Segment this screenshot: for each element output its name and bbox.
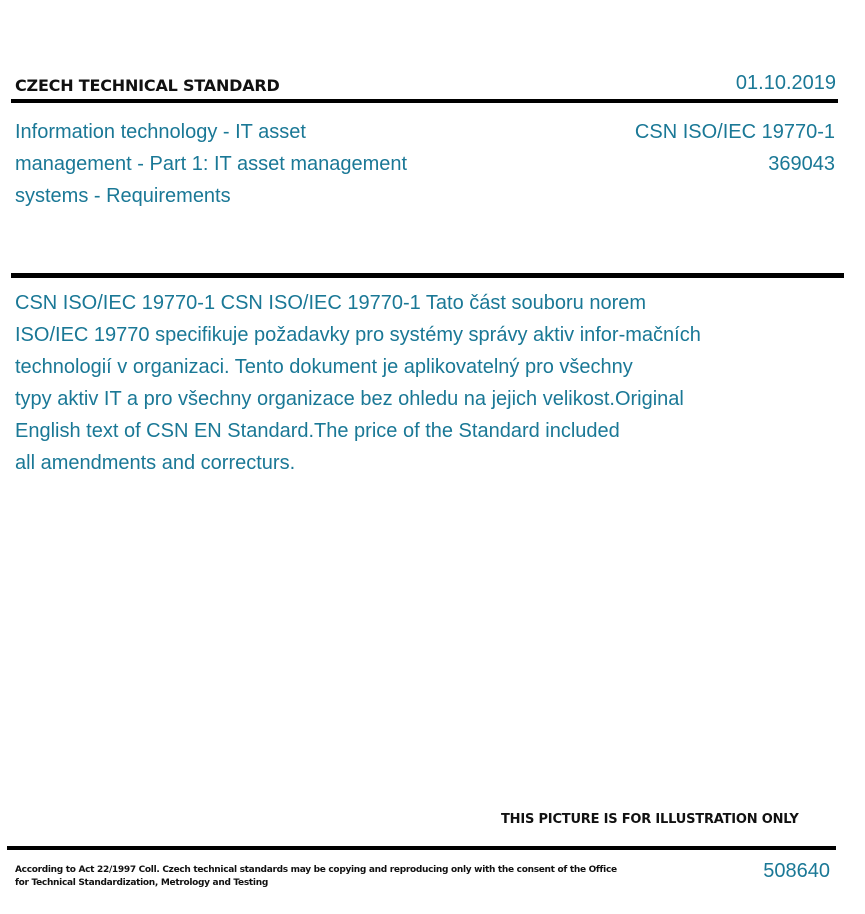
- standard-description: [15, 287, 775, 479]
- document-header-title: CZECH TECHNICAL STANDARD: [15, 76, 280, 95]
- legal-line: for Technical Standardization, Metrology and Testing: [15, 878, 268, 888]
- standard-title-line: systems - Requirements: [15, 185, 231, 207]
- description-line: technologií v organizaci. Tento dokument je aplikovatelný pro všechny: [15, 356, 633, 378]
- standard-title-line: Information technology - IT asset: [15, 121, 306, 143]
- standard-id: CSN ISO/IEC 19770-1: [634, 121, 835, 143]
- footer-divider: [7, 846, 836, 850]
- description-line: English text of CSN EN Standard.The price of the Standard included: [15, 420, 620, 442]
- illustration-note: THIS PICTURE IS FOR ILLUSTRATION ONLY: [501, 812, 799, 827]
- description-line: CSN ISO/IEC 19770-1 CSN ISO/IEC 19770-1 Tato část souboru norem: [15, 292, 647, 314]
- standard-title: [15, 116, 475, 212]
- description-line: ISO/IEC 19770 specifikuje požadavky pro systémy správy aktiv infor-mačních: [15, 324, 701, 346]
- footer-legal-notice: [15, 864, 615, 890]
- publication-date: 01.10.2019: [735, 72, 836, 94]
- description-line: all amendments and correcturs.: [15, 452, 296, 474]
- header-divider: [11, 99, 838, 103]
- section-divider: [11, 273, 844, 278]
- footer-document-number: 508640: [763, 860, 830, 882]
- standard-title-line: management - Part 1: IT asset management: [15, 153, 408, 175]
- description-line: typy aktiv IT a pro všechny organizace bez ohledu na jejich velikost.Original: [15, 388, 684, 410]
- standard-code: 369043: [768, 153, 835, 175]
- legal-line: According to Act 22/1997 Coll. Czech technical standards may be copying and reproducing only with the consent of the Office: [15, 865, 617, 875]
